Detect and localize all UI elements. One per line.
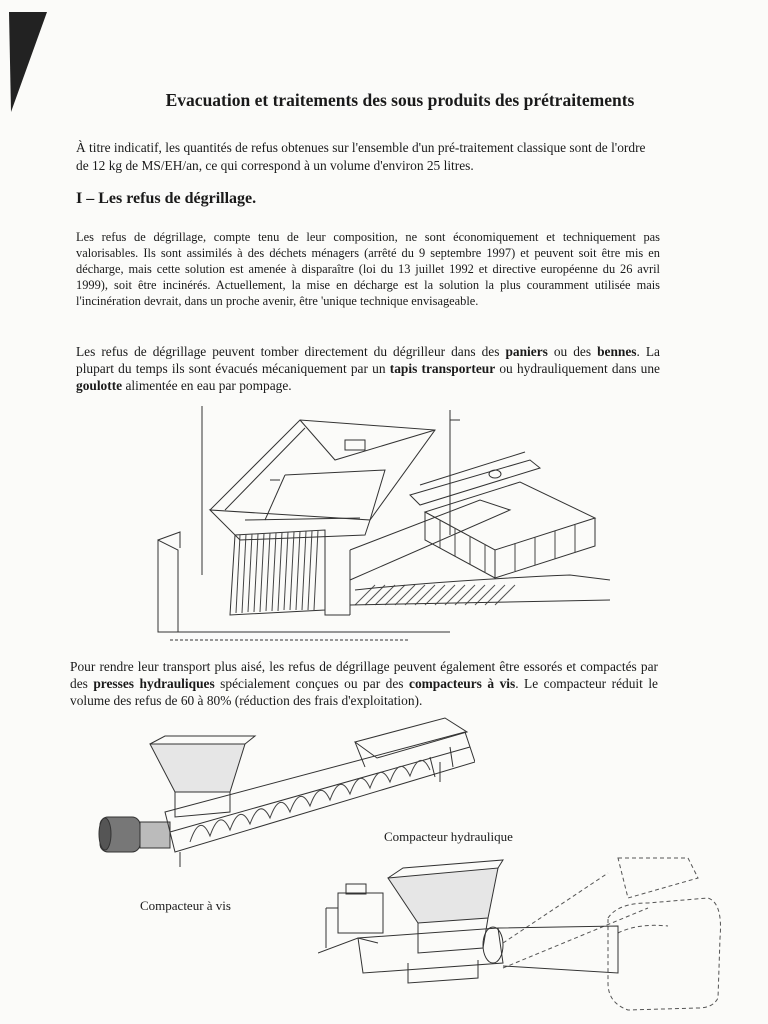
- bold-term-goulotte: goulotte: [76, 378, 123, 393]
- section-heading-degrillage: I – Les refus de dégrillage.: [76, 190, 257, 207]
- paragraph-compactage: [70, 658, 658, 709]
- text-run: spécialement conçues ou par des: [214, 676, 409, 691]
- bold-term-paniers: paniers: [505, 344, 548, 359]
- degrilleur-conveyor-illustration: [150, 400, 620, 645]
- intro-paragraph: À titre indicatif, les quantités de refus obtenues sur l'ensemble d'un pré-traitement classique sont de l'ordre de 12 kg de MS/EH/an, ce qui correspond à un volume d'environ 25 litres.: [76, 140, 646, 173]
- text-run: Les refus de dégrillage peuvent tomber directement du dégrilleur dans des: [76, 344, 506, 359]
- corner-triangle-mark: [0, 0, 60, 120]
- bold-term-compacteurs: compacteurs à vis: [409, 676, 516, 691]
- paragraph-evacuation: [76, 343, 660, 394]
- caption-hydraulic-compactor: Compacteur hydraulique: [384, 829, 513, 844]
- bold-term-bennes: bennes: [597, 344, 637, 359]
- paragraph-refus-composition: Les refus de dégrillage, compte tenu de leur composition, ne sont économiquement et techniquement pas valorisables. Ils sont assimilés à des déchets ménagers (arrêté du 9 septembre 1997) et peuvent soit être mis en décharge, mais cette solution est amenée à disparaître (loi du 13 juillet 1992 et directive européenne du 26 avril 1999), soit être incinérés. Actuellement, la mise en décharge est la solution la plus couramment utilisée mais l'incinération devrait, dans un proche avenir, être 'unique technique envisageable.: [76, 230, 660, 308]
- page-title: Evacuation et traitements des sous produits des prétraitements: [165, 90, 635, 110]
- bold-term-tapis: tapis transporteur: [389, 361, 496, 376]
- text-run: . La plupart du temps ils sont évacués mécaniquement par un: [76, 344, 660, 376]
- bold-term-presses: presses hydrauliques: [93, 676, 215, 691]
- hydraulic-compactor-illustration: [318, 848, 728, 1018]
- text-run: . Le compacteur réduit le volume des refus de 60 à 80% (réduction des frais d'exploitation).: [70, 676, 658, 708]
- text-run: ou hydrauliquement dans une: [495, 361, 660, 376]
- text-run: alimentée en eau par pompage.: [122, 378, 292, 393]
- text-run: Pour rendre leur transport plus aisé, les refus de dégrillage peuvent également être essorés et compactés par des: [70, 659, 658, 691]
- text-run: ou des: [547, 344, 598, 359]
- caption-screw-compactor: Compacteur à vis: [140, 898, 231, 913]
